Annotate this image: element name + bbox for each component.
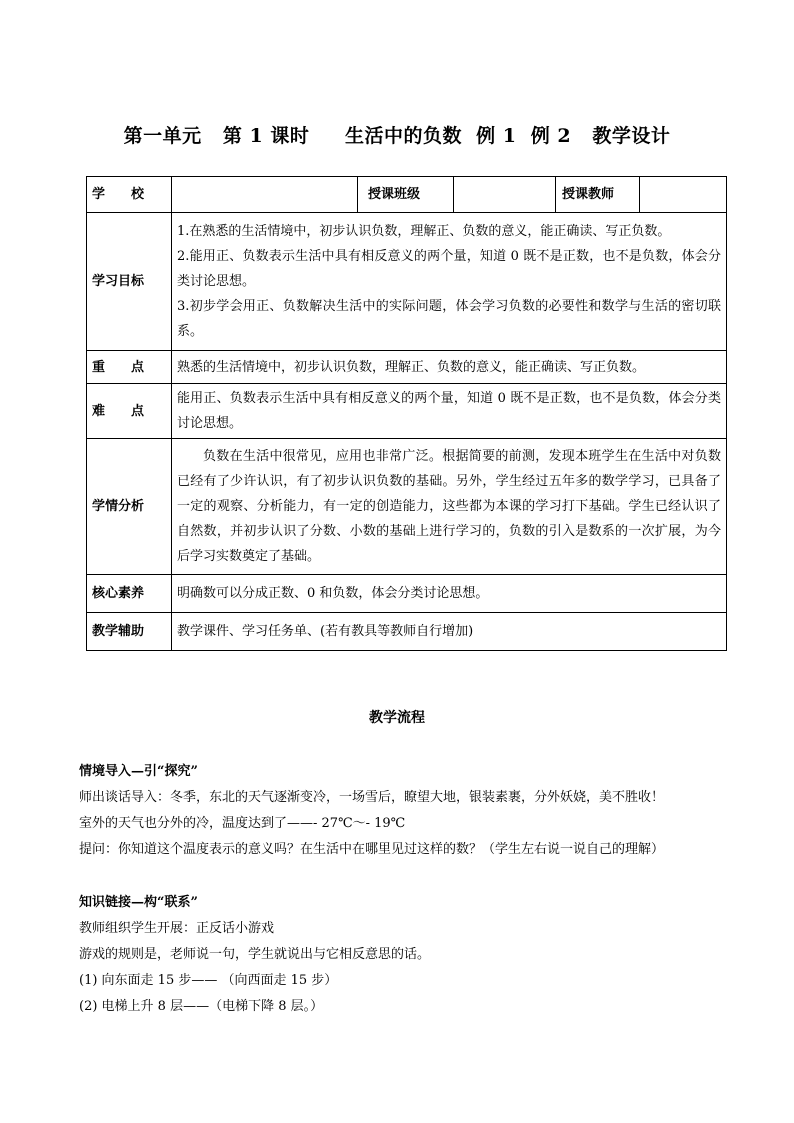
lesson-info-table	[86, 176, 727, 651]
literacy-label: 核心素养	[87, 575, 172, 613]
analysis-content: 负数在生活中很常见，应用也非常广泛。根据简要的前测，发现本班学生在生活中对负数已经有了少许认识，有了初步认识负数的基础。另外，学生经过五年多的数学学习，已具备了一定的观察、分析能力，有一定的创造能力，这些都为本课的学习打下基础。学生已经认识了自然数，并初步认识了分数、小数的基础上进行学习的，负数的引入是数系的一次扩展，为今后学习实数奠定了基础。	[172, 439, 727, 575]
difficulty-label-char-2: 点	[130, 403, 144, 419]
table-row-difficulty	[87, 384, 727, 439]
school-value-cell	[172, 177, 358, 213]
paragraph-line: 提问：你知道这个温度表示的意义吗？在生活中在哪里见过这样的数？（学生左右说一说自己的理解）	[79, 842, 665, 857]
flow-section-link	[79, 890, 729, 1020]
table-row-aids	[87, 613, 727, 651]
school-label-char-2: 校	[130, 187, 144, 202]
key-label	[87, 351, 172, 384]
table-row-goals	[87, 213, 727, 351]
paragraph-line: (2) 电梯上升 8 层——（电梯下降 8 层。）	[79, 999, 324, 1014]
difficulty-label-char-1: 难	[92, 403, 106, 419]
page-title: 第一单元 第 1 课时 生活中的负数 例 1 例 2 教学设计	[123, 125, 671, 147]
analysis-label: 学情分析	[87, 439, 172, 575]
aids-content: 教学课件、学习任务单、(若有教具等教师自行增加)	[172, 613, 727, 651]
goal-item: 3.初步学会用正、负数解决生活中的实际问题，体会学习负数的必要性和数学与生活的密切联系。	[177, 299, 721, 339]
paragraph-line: 游戏的规则是，老师说一句，学生就说出与它相反意思的话。	[79, 947, 431, 962]
school-label-char-1: 学	[92, 187, 106, 202]
section-heading: 情境导入—引“探究”	[79, 764, 198, 779]
key-content: 熟悉的生活情境中，初步认识负数，理解正、负数的意义，能正确读、写正负数。	[172, 351, 727, 384]
class-value-cell	[454, 177, 556, 213]
table-row-school	[87, 177, 727, 213]
flow-section-intro	[79, 759, 729, 863]
table-row-literacy	[87, 575, 727, 613]
goals-label: 学习目标	[87, 213, 172, 351]
table-row-key	[87, 351, 727, 384]
paragraph-line: 室外的天气也分外的冷，温度达到了——- 27℃～- 19℃	[79, 816, 406, 831]
goal-item: 2.能用正、负数表示生活中具有相反意义的两个量，知道 0 既不是正数，也不是负数，体会分类讨论思想。	[177, 249, 721, 289]
literacy-content: 明确数可以分成正数、0 和负数，体会分类讨论思想。	[172, 575, 727, 613]
key-label-char-1: 重	[92, 359, 106, 375]
class-label: 授课班级	[358, 177, 454, 213]
table-row-analysis	[87, 439, 727, 575]
goals-content	[172, 213, 727, 351]
school-label	[87, 177, 172, 213]
paragraph-line: 师出谈话导入：冬季，东北的天气逐渐变冷，一场雪后，瞭望大地，银装素裹，分外妖娆，美不胜收！	[79, 790, 665, 805]
key-label-char-2: 点	[130, 359, 144, 375]
teacher-value-cell	[640, 177, 727, 213]
difficulty-content: 能用正、负数表示生活中具有相反意义的两个量，知道 0 既不是正数，也不是负数，体会分类讨论思想。	[172, 384, 727, 439]
difficulty-label	[87, 384, 172, 439]
flow-title: 教学流程	[369, 710, 425, 726]
section-heading: 知识链接—构“联系”	[79, 895, 198, 910]
aids-label: 教学辅助	[87, 613, 172, 651]
paragraph-line: 教师组织学生开展：正反话小游戏	[79, 921, 275, 936]
goal-item: 1.在熟悉的生活情境中，初步认识负数，理解正、负数的意义，能正确读、写正负数。	[177, 224, 671, 239]
teacher-label: 授课教师	[556, 177, 640, 213]
paragraph-line: (1) 向东面走 15 步—— （向西面走 15 步）	[79, 973, 338, 988]
